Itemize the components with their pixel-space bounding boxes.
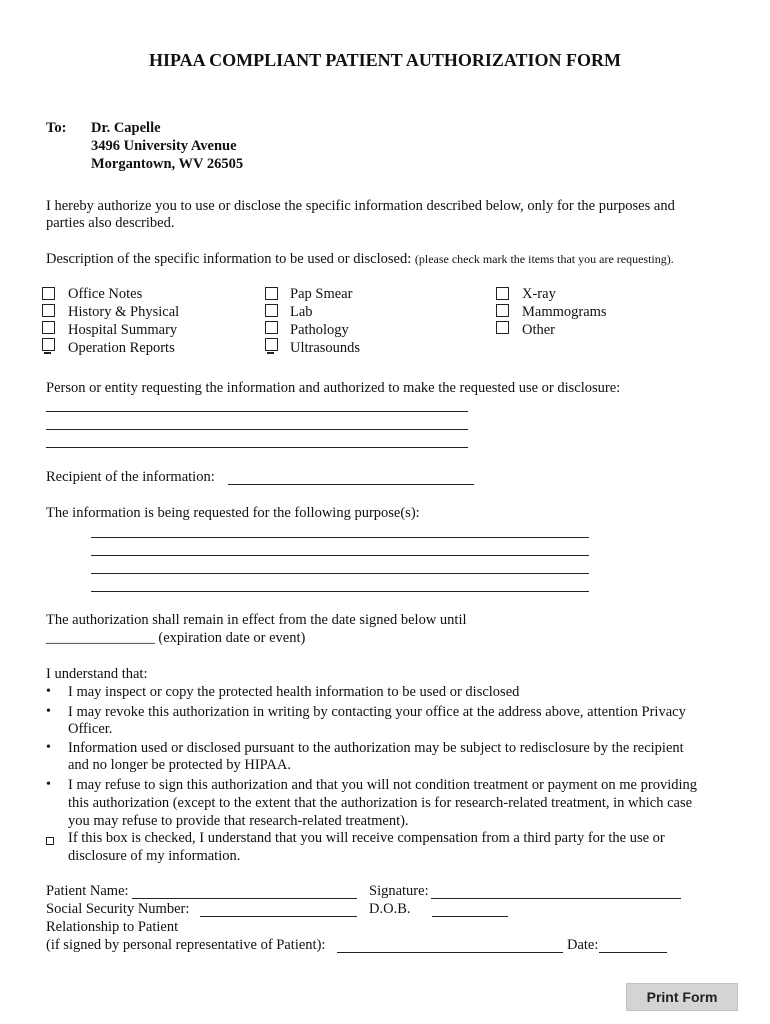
understand-heading: I understand that: — [46, 666, 148, 682]
recipient-line[interactable] — [228, 484, 474, 485]
understand-item-3-line-1: Information used or disclosed pursuant to the authorization may be subject to redisclosure by the recipient — [68, 740, 684, 756]
checkbox-pathology[interactable] — [265, 321, 278, 334]
option-mammograms: Mammograms — [522, 304, 607, 320]
purpose-line-3[interactable] — [91, 573, 589, 574]
understand-item-2-line-2: Officer. — [68, 721, 113, 737]
checkbox-pap-smear[interactable] — [265, 287, 278, 300]
bullet-2: • — [46, 704, 51, 719]
option-office-notes: Office Notes — [68, 286, 143, 302]
patient-name-line[interactable] — [132, 898, 357, 899]
checkbox-mammograms[interactable] — [496, 304, 509, 317]
checkbox-ultrasounds[interactable] — [265, 338, 278, 351]
signed-by-rep-label: (if signed by personal representative of Patient): — [46, 937, 326, 953]
option-hospital-summary: Hospital Summary — [68, 322, 178, 338]
understand-item-4-line-3: you may refuse to provide that research-related treatment). — [68, 813, 409, 829]
understand-item-3-line-2: and no longer be protected by HIPAA. — [68, 757, 291, 773]
ssn-line[interactable] — [200, 916, 357, 917]
purpose-line-1[interactable] — [91, 537, 589, 538]
checkbox-other[interactable] — [496, 321, 509, 334]
bullet-1: • — [46, 684, 51, 699]
requester-label: Person or entity requesting the information and authorized to make the requested use or disclosure: — [46, 380, 621, 396]
purpose-line-2[interactable] — [91, 555, 589, 556]
understand-item-4-line-2: this authorization (except to the extent that the authorization is for research-related treatment, in which case — [68, 795, 693, 811]
checkbox-hospital-summary[interactable] — [42, 321, 55, 334]
description-label — [46, 251, 674, 268]
expiration-line-1: The authorization shall remain in effect from the date signed below until — [46, 612, 467, 628]
date-line[interactable] — [599, 952, 667, 953]
option-xray: X-ray — [522, 286, 556, 302]
understand-item-4-line-1: I may refuse to sign this authorization and that you will not condition treatment or payment on me providing — [68, 777, 698, 793]
option-history-physical: History & Physical — [68, 304, 180, 320]
intro-line-2: parties also described. — [46, 215, 175, 231]
checkbox-history-physical[interactable] — [42, 304, 55, 317]
checkbox-lab[interactable] — [265, 304, 278, 317]
checkbox-operation-reports[interactable] — [42, 338, 55, 351]
signature-label: Signature: — [369, 883, 429, 899]
address-line-1: 3496 University Avenue — [91, 138, 237, 154]
compensation-checkbox[interactable] — [46, 837, 54, 845]
recipient-label: Recipient of the information: — [46, 469, 215, 485]
print-form-button[interactable]: Print Form — [626, 983, 738, 1011]
dob-label: D.O.B. — [369, 901, 411, 917]
requester-line-2[interactable] — [46, 429, 468, 430]
option-pap-smear: Pap Smear — [290, 286, 353, 302]
requester-line-3[interactable] — [46, 447, 468, 448]
checkbox-xray[interactable] — [496, 287, 509, 300]
bullet-3: • — [46, 740, 51, 755]
understand-item-2-line-1: I may revoke this authorization in writing by contacting your office at the address above, attention Privacy — [68, 704, 686, 720]
date-label: Date: — [567, 937, 599, 953]
description-note: (please check mark the items that you are requesting). — [414, 252, 674, 266]
option-other: Other — [522, 322, 556, 338]
understand-item-1: I may inspect or copy the protected health information to be used or disclosed — [68, 684, 520, 700]
option-ultrasounds: Ultrasounds — [290, 340, 361, 356]
expiration-line-2: _______________ (expiration date or event) — [46, 630, 306, 646]
signature-line[interactable] — [431, 898, 681, 899]
bullet-4: • — [46, 777, 51, 792]
description-main: Description of the specific information to be used or disclosed: — [46, 251, 412, 267]
intro-line-1: I hereby authorize you to use or disclose the specific information described below, only for the purposes and — [46, 198, 675, 214]
patient-name-label: Patient Name: — [46, 883, 129, 899]
ssn-label: Social Security Number: — [46, 901, 190, 917]
compensation-line-1: If this box is checked, I understand that you will receive compensation from a third party for the use or — [68, 830, 665, 846]
dob-line[interactable] — [432, 916, 508, 917]
option-pathology: Pathology — [290, 322, 349, 338]
option-lab: Lab — [290, 304, 313, 320]
to-label: To: — [46, 120, 67, 136]
checkbox-office-notes[interactable] — [42, 287, 55, 300]
purpose-line-4[interactable] — [91, 591, 589, 592]
doctor-name: Dr. Capelle — [91, 120, 161, 136]
address-line-2: Morgantown, WV 26505 — [91, 156, 244, 172]
relationship-line[interactable] — [337, 952, 563, 953]
option-operation-reports: Operation Reports — [68, 340, 175, 356]
relationship-label: Relationship to Patient — [46, 919, 179, 935]
purpose-label: The information is being requested for the following purpose(s): — [46, 505, 420, 521]
compensation-line-2: disclosure of my information. — [68, 848, 241, 864]
requester-line-1[interactable] — [46, 411, 468, 412]
form-title: HIPAA COMPLIANT PATIENT AUTHORIZATION FORM — [148, 50, 622, 70]
